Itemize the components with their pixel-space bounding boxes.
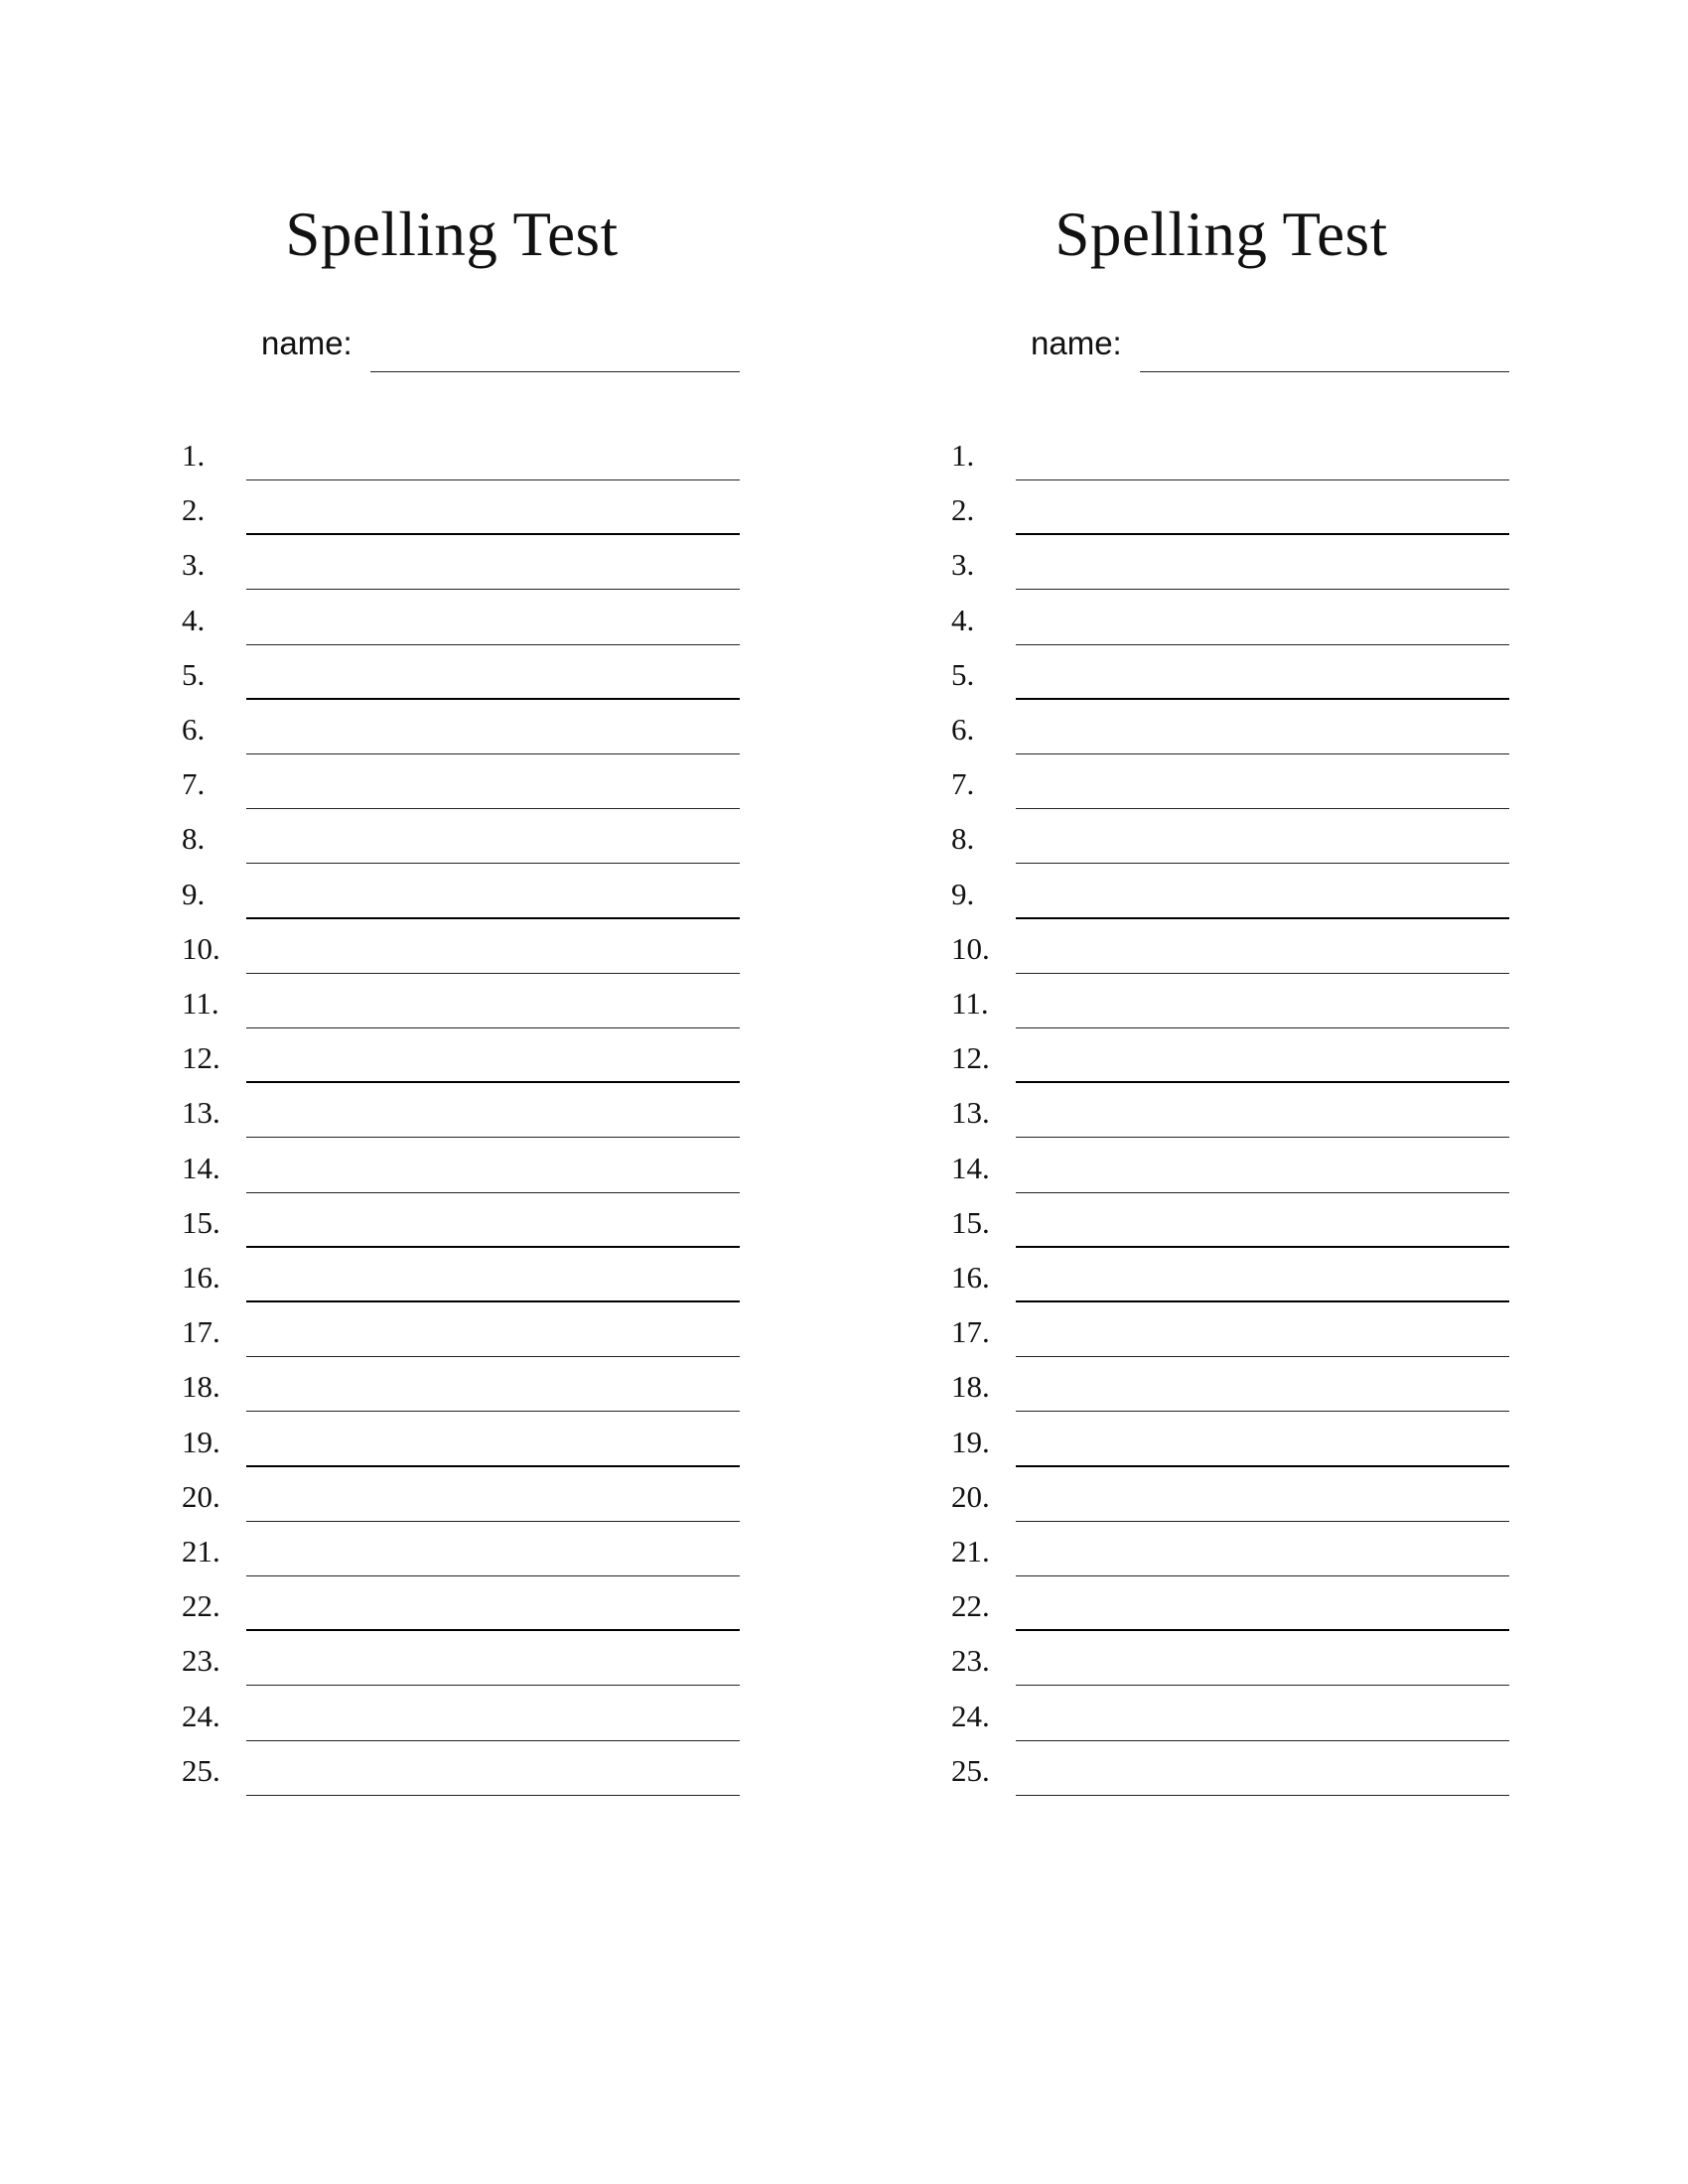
answer-row: [174, 1741, 740, 1796]
answer-row: [943, 1467, 1509, 1522]
answer-row: [943, 426, 1509, 480]
answer-number: 9.: [951, 876, 975, 911]
name-label: name:: [261, 325, 352, 361]
answer-number: 15.: [182, 1204, 220, 1240]
answer-row: [943, 1138, 1509, 1192]
answer-row: [174, 645, 740, 700]
answer-number: 1.: [951, 437, 975, 473]
answer-row: [943, 1576, 1509, 1631]
answer-number: 16.: [951, 1259, 990, 1295]
answer-number: 20.: [951, 1478, 990, 1514]
answer-number: 2.: [182, 492, 206, 528]
answer-row: [174, 1028, 740, 1083]
answer-number: 6.: [182, 711, 206, 747]
answer-number: 10.: [182, 930, 220, 966]
answer-number: 1.: [182, 437, 206, 473]
answer-number: 2.: [951, 492, 975, 528]
answer-number: 12.: [182, 1040, 220, 1076]
answer-number: 7.: [182, 766, 206, 802]
answer-row: [174, 700, 740, 754]
answer-row: [174, 590, 740, 644]
answer-row: [174, 1467, 740, 1522]
answer-row: [943, 645, 1509, 700]
answer-number: 17.: [182, 1314, 220, 1350]
name-label: name:: [1031, 325, 1122, 361]
answer-row: [943, 1248, 1509, 1302]
answer-row: [174, 1138, 740, 1192]
answer-row: [943, 1083, 1509, 1138]
answer-number: 7.: [951, 766, 975, 802]
page-title: Spelling Test: [285, 200, 619, 269]
answer-row: [943, 590, 1509, 644]
answer-number: 18.: [182, 1369, 220, 1405]
answer-number: 25.: [182, 1752, 220, 1788]
answer-number: 21.: [182, 1533, 220, 1569]
answer-row: [943, 700, 1509, 754]
answer-line[interactable]: [1016, 1795, 1509, 1796]
answer-row: [174, 974, 740, 1028]
answer-number: 13.: [182, 1095, 220, 1131]
answer-row: [174, 1631, 740, 1686]
answer-row: [943, 919, 1509, 974]
answer-row: [174, 754, 740, 809]
answer-row: [174, 919, 740, 974]
answer-row: [943, 754, 1509, 809]
answer-number: 9.: [182, 876, 206, 911]
answer-number: 20.: [182, 1478, 220, 1514]
answer-row: [174, 535, 740, 590]
spelling-test-sheet-right: [943, 0, 1499, 1886]
answer-row: [943, 480, 1509, 535]
answer-row: [174, 1522, 740, 1576]
answer-number: 14.: [182, 1150, 220, 1185]
answer-row: [174, 1357, 740, 1412]
answer-row: [943, 1028, 1509, 1083]
answer-number: 5.: [182, 656, 206, 692]
answer-row: [174, 1302, 740, 1357]
answer-number: 15.: [951, 1204, 990, 1240]
answer-row: [943, 1631, 1509, 1686]
answer-number: 22.: [182, 1588, 220, 1624]
answer-row: [943, 1522, 1509, 1576]
answer-number: 19.: [182, 1424, 220, 1459]
answer-number: 4.: [182, 602, 206, 637]
answer-number: 14.: [951, 1150, 990, 1185]
answer-row: [943, 974, 1509, 1028]
answer-number: 18.: [951, 1369, 990, 1405]
answer-row: [943, 1193, 1509, 1248]
answer-row: [943, 1357, 1509, 1412]
answer-number: 17.: [951, 1314, 990, 1350]
answer-row: [943, 1412, 1509, 1466]
answer-number: 23.: [182, 1643, 220, 1679]
answer-number: 24.: [951, 1698, 990, 1733]
answer-number: 8.: [182, 821, 206, 857]
answer-row: [943, 535, 1509, 590]
name-field[interactable]: [1140, 371, 1509, 372]
answer-row: [174, 1083, 740, 1138]
answer-number: 10.: [951, 930, 990, 966]
answer-number: 23.: [951, 1643, 990, 1679]
answer-number: 25.: [951, 1752, 990, 1788]
answer-row: [174, 480, 740, 535]
answer-line[interactable]: [246, 1795, 740, 1796]
answer-row: [943, 1686, 1509, 1740]
answer-number: 11.: [182, 985, 219, 1021]
answer-row: [174, 1193, 740, 1248]
answer-number: 22.: [951, 1588, 990, 1624]
answer-row: [174, 809, 740, 864]
name-field[interactable]: [370, 371, 740, 372]
answer-number: 16.: [182, 1259, 220, 1295]
answer-row: [943, 809, 1509, 864]
answer-number: 3.: [182, 547, 206, 583]
answer-number: 4.: [951, 602, 975, 637]
answer-number: 11.: [951, 985, 989, 1021]
answer-number: 5.: [951, 656, 975, 692]
answer-row: [174, 1686, 740, 1740]
answer-row: [174, 426, 740, 480]
answer-number: 24.: [182, 1698, 220, 1733]
answer-row: [174, 1412, 740, 1466]
answer-number: 19.: [951, 1424, 990, 1459]
answer-row: [174, 864, 740, 918]
answer-number: 8.: [951, 821, 975, 857]
answer-number: 21.: [951, 1533, 990, 1569]
spelling-test-sheet-left: [174, 0, 730, 1886]
answer-number: 3.: [951, 547, 975, 583]
answer-row: [943, 1741, 1509, 1796]
answer-number: 6.: [951, 711, 975, 747]
answer-row: [943, 1302, 1509, 1357]
answer-number: 13.: [951, 1095, 990, 1131]
answer-row: [174, 1576, 740, 1631]
answer-number: 12.: [951, 1040, 990, 1076]
answer-row: [174, 1248, 740, 1302]
answer-row: [943, 864, 1509, 918]
page-title: Spelling Test: [1055, 200, 1388, 269]
